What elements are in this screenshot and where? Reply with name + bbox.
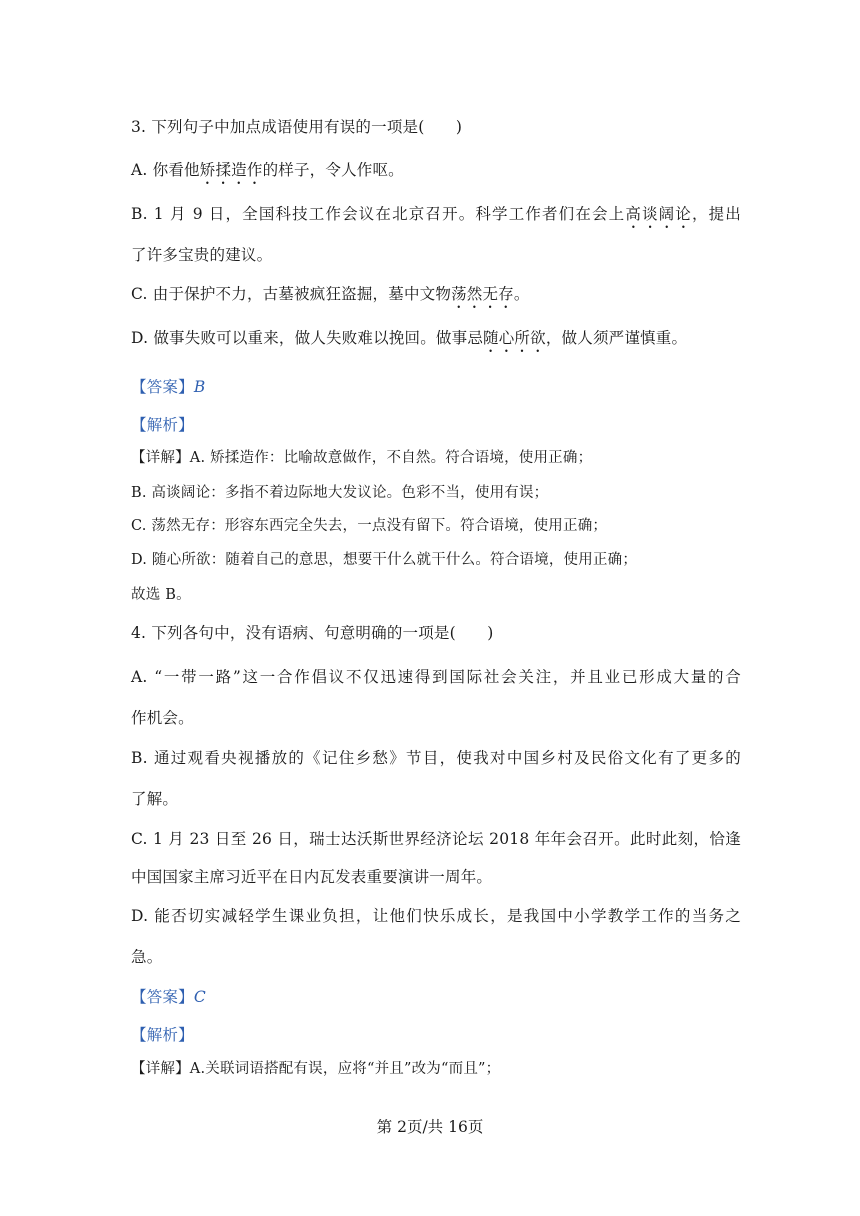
q4-option-a: A. “一带一路”这一合作倡议不仅迅速得到国际社会关注，并且业已形成大量的合 bbox=[131, 668, 741, 686]
q3-detail-line: 故选 B。 bbox=[131, 587, 191, 603]
q4-answer-value: C bbox=[193, 988, 206, 1006]
q3-option-c-pre: C. 由于保护不力，古墓被疯狂盗掘，墓中文物 bbox=[131, 285, 452, 303]
q4-option-b-line2: 了解。 bbox=[131, 790, 179, 808]
q4-option-d-line2: 急。 bbox=[131, 948, 163, 966]
q4-analysis-label: 【解析】 bbox=[131, 1026, 194, 1044]
q3-option-a-idiom: 矫揉造作 bbox=[199, 161, 263, 179]
q3-option-d-post: ，做人须严谨慎重。 bbox=[545, 329, 688, 347]
q3-detail-line: D. 随心所欲：随着自己的意思，想要干什么就干什么。符合语境，使用正确； bbox=[131, 552, 638, 568]
page-number-footer: 第 2页/共 16页 bbox=[376, 1118, 484, 1136]
q4-option-a-line2: 作机会。 bbox=[131, 709, 194, 727]
q3-detail-line: 【详解】A. 矫揉造作：比喻故意做作，不自然。符合语境，使用正确； bbox=[131, 450, 593, 466]
q3-option-d-pre: D. 做事失败可以重来，做人失败难以挽回。做事忌 bbox=[131, 329, 484, 347]
q3-option-a-post: 的样子，令人作呕。 bbox=[262, 161, 404, 179]
q3-stem: 3. 下列句子中加点成语使用有误的一项是( ) bbox=[131, 118, 463, 136]
q3-option-d bbox=[131, 327, 741, 356]
q3-option-c-post: 。 bbox=[513, 285, 530, 303]
q4-answer bbox=[131, 986, 741, 1008]
q3-option-b-pre: B. 1 月 9 日，全国科技工作会议在北京召开。科学工作者们在会上 bbox=[131, 205, 626, 223]
q3-answer-label: 【答案】 bbox=[131, 378, 194, 396]
q3-answer-value: B bbox=[193, 378, 206, 396]
q4-option-b: B. 通过观看央视播放的《记住乡愁》节目，使我对中国乡村及民俗文化有了更多的 bbox=[131, 749, 741, 767]
q4-option-d: D. 能否切实减轻学生课业负担，让他们快乐成长，是我国中小学教学工作的当务之 bbox=[131, 907, 741, 925]
q3-option-b-idiom: 高谈阔论 bbox=[625, 205, 692, 223]
q3-answer bbox=[131, 376, 741, 398]
q3-detail-line: B. 高谈阔论：多指不着边际地大发议论。色彩不当，使用有误； bbox=[131, 485, 549, 501]
q3-option-a-pre: A. 你看他 bbox=[131, 161, 200, 179]
q4-answer-label: 【答案】 bbox=[131, 988, 194, 1006]
q4-option-c-line2: 中国国家主席习近平在日内瓦发表重要演讲一周年。 bbox=[131, 868, 493, 886]
q3-option-d-idiom: 随心所欲 bbox=[483, 329, 546, 347]
q4-stem: 4. 下列各句中，没有语病、句意明确的一项是( ) bbox=[131, 624, 494, 642]
q3-option-b-line2: 了许多宝贵的建议。 bbox=[131, 246, 273, 264]
q4-detail-line: 【详解】A.关联词语搭配有误，应将“并且”改为“而且”； bbox=[131, 1061, 501, 1077]
q3-option-c-idiom: 荡然无存 bbox=[451, 285, 514, 303]
q4-option-c: C. 1 月 23 日至 26 日，瑞士达沃斯世界经济论坛 2018 年年会召开。此时此刻，恰逢 bbox=[131, 830, 741, 848]
q3-option-c bbox=[131, 283, 741, 312]
q3-option-b-post: ，提出 bbox=[691, 205, 741, 223]
q3-detail-line: C. 荡然无存：形容东西完全失去，一点没有留下。符合语境，使用正确； bbox=[131, 518, 608, 534]
q3-analysis-label: 【解析】 bbox=[131, 416, 194, 434]
q3-option-b bbox=[131, 203, 741, 232]
q3-option-a bbox=[131, 159, 741, 188]
